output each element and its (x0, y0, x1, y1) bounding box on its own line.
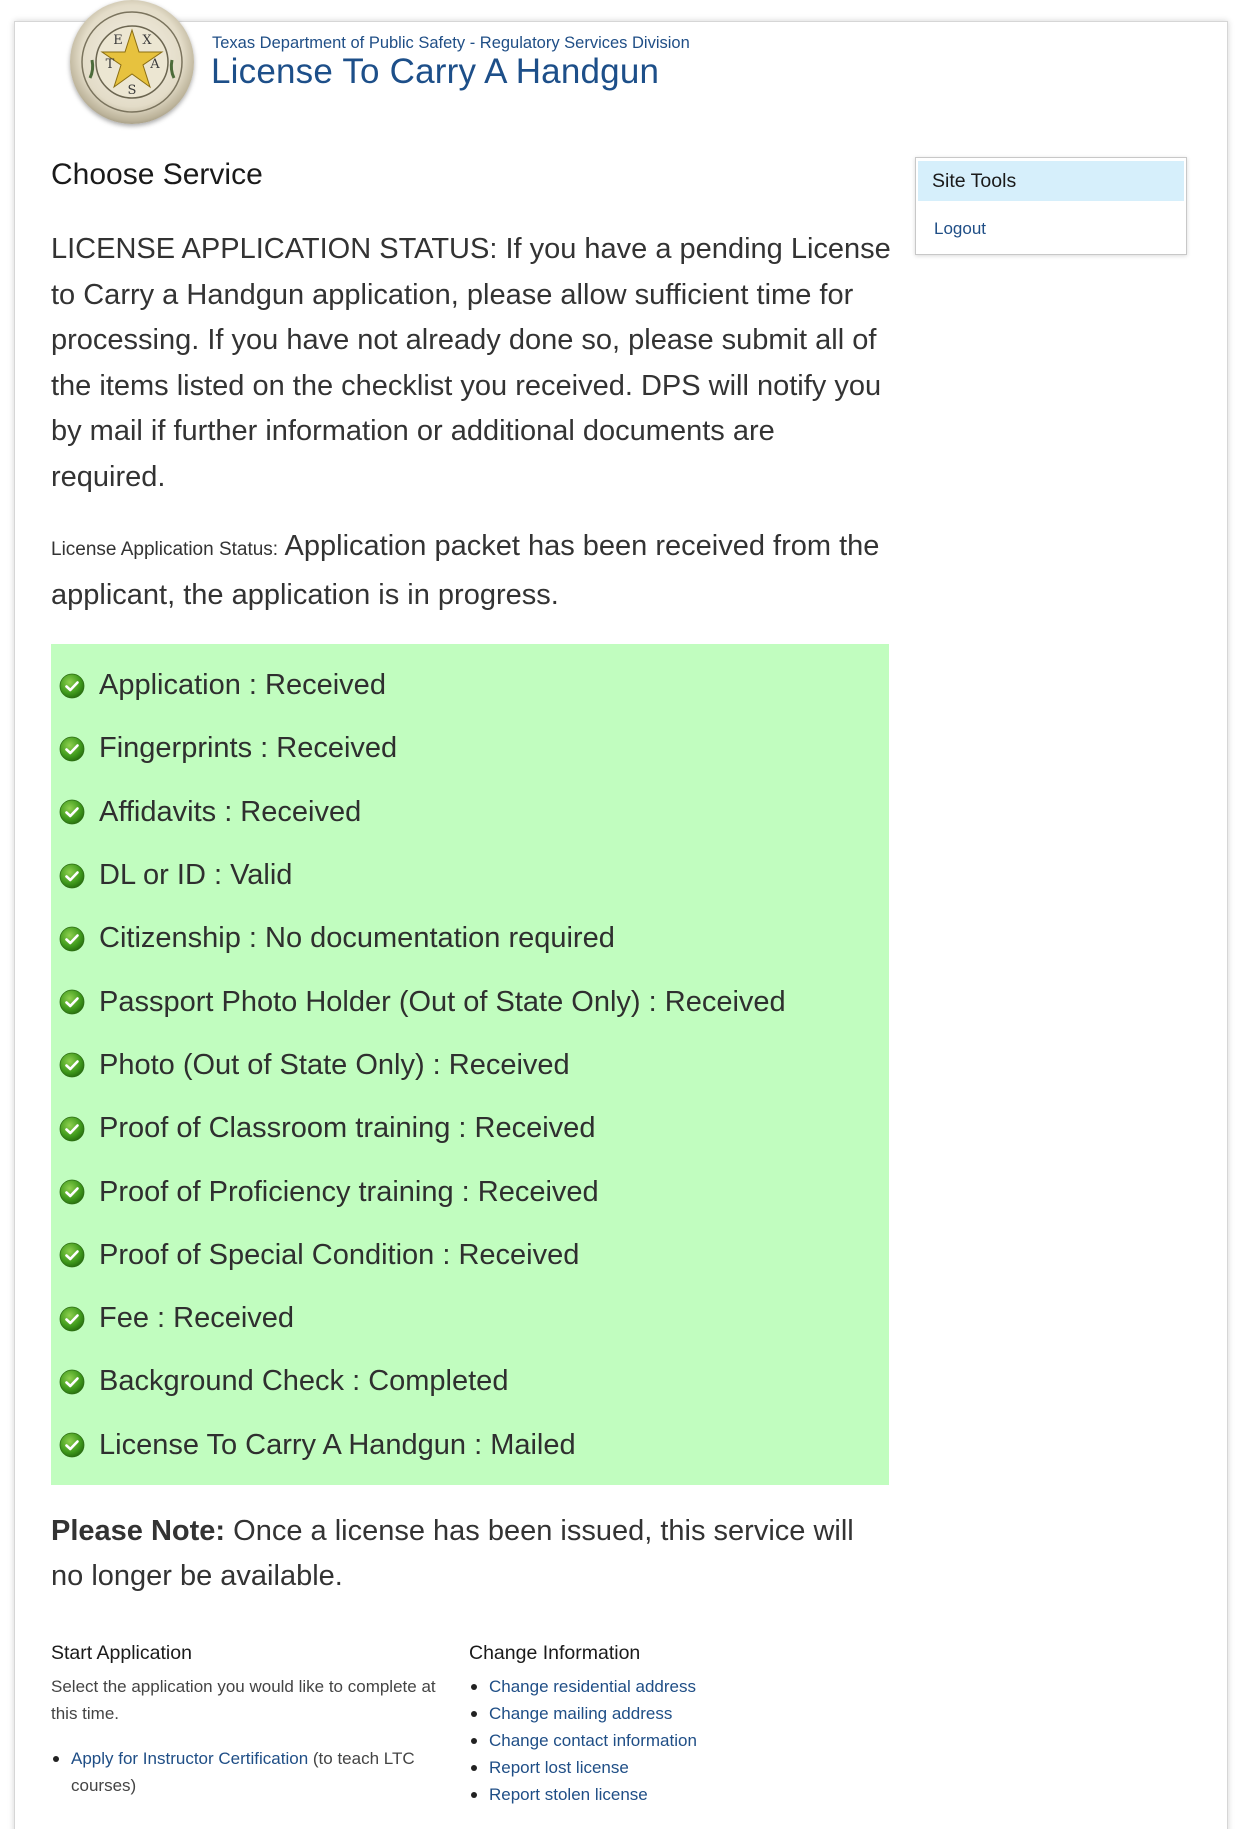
note-text: Once a license has been issued, this service will no longer be available. (51, 1514, 854, 1593)
start-application-column (51, 1642, 461, 1799)
checklist-item-label: License To Carry A Handgun : Mailed (99, 1428, 576, 1461)
list-item (469, 1754, 869, 1781)
logout-link[interactable]: Logout (934, 219, 986, 238)
site-tools-heading: Site Tools (918, 161, 1184, 201)
status-label: License Application Status: (51, 539, 279, 560)
checklist-item (51, 970, 889, 1033)
checklist-item (51, 717, 889, 780)
app-title: License To Carry A Handgun (211, 52, 660, 91)
list-item (469, 1673, 869, 1700)
check-circle-icon (59, 863, 85, 889)
page-title: Choose Service (51, 158, 263, 191)
list-item (469, 1781, 869, 1808)
report-lost-license-link[interactable]: Report lost license (489, 1758, 629, 1777)
check-circle-icon (59, 989, 85, 1015)
seal-letter: S (127, 83, 137, 98)
agency-name: Texas Department of Public Safety - Regulatory Services Division (212, 34, 690, 52)
seal-letter: A (150, 57, 160, 72)
checklist-item-label: Background Check : Completed (99, 1365, 509, 1398)
change-mailing-address-link[interactable]: Change mailing address (489, 1704, 673, 1723)
checklist-item (51, 1287, 889, 1350)
texas-dps-seal-icon (70, 0, 194, 124)
checklist-item-label: Passport Photo Holder (Out of State Only) : Received (99, 985, 786, 1018)
checklist-item-label: DL or ID : Valid (99, 859, 293, 892)
checklist-item-label: Photo (Out of State Only) : Received (99, 1048, 570, 1081)
check-circle-icon (59, 1369, 85, 1395)
list-item (51, 1745, 461, 1799)
note-label: Please Note: (51, 1514, 226, 1547)
check-circle-icon (59, 1306, 85, 1332)
status-checklist (51, 644, 889, 1485)
application-status (51, 524, 893, 618)
change-contact-information-link[interactable]: Change contact information (489, 1731, 697, 1750)
checklist-item-label: Citizenship : No documentation required (99, 922, 615, 955)
check-circle-icon (59, 1432, 85, 1458)
start-application-heading: Start Application (51, 1642, 192, 1664)
checklist-item-label: Fingerprints : Received (99, 732, 398, 765)
check-circle-icon (59, 799, 85, 825)
start-application-description: Select the application you would like to complete at this time. (51, 1677, 436, 1723)
site-tools-panel (915, 157, 1187, 255)
page-container (14, 21, 1228, 1829)
checklist-item (51, 1350, 889, 1413)
status-paragraph: LICENSE APPLICATION STATUS: If you have a pending License to Carry a Handgun application, please allow sufficient time for processing. If you have not already done so, please submit all of the items listed on the checklist you received. DPS will notify you by mail if further information or additional documents are required. (51, 233, 891, 493)
checklist-item-label: Application : Received (99, 669, 386, 702)
change-information-column (469, 1642, 869, 1808)
seal-letter: X (142, 33, 152, 48)
check-circle-icon (59, 673, 85, 699)
checklist-item (51, 1097, 889, 1160)
change-information-heading: Change Information (469, 1642, 641, 1664)
checklist-item (51, 1414, 889, 1477)
checklist-item (51, 1160, 889, 1223)
seal-letter: E (113, 33, 123, 48)
checklist-item-label: Proof of Classroom training : Received (99, 1112, 596, 1145)
apply-instructor-certification-link[interactable]: Apply for Instructor Certification (71, 1749, 309, 1768)
please-note (51, 1509, 893, 1600)
change-residential-address-link[interactable]: Change residential address (489, 1677, 696, 1696)
check-circle-icon (59, 1052, 85, 1078)
checklist-item-label: Proof of Special Condition : Received (99, 1238, 580, 1271)
checklist-item (51, 907, 889, 970)
list-item (469, 1727, 869, 1754)
checklist-item (51, 781, 889, 844)
checklist-item (51, 1224, 889, 1287)
link-suffix: (to teach LTC courses) (71, 1749, 415, 1795)
checklist-item (51, 1034, 889, 1097)
check-circle-icon (59, 736, 85, 762)
main-content (51, 158, 893, 1600)
checklist-item (51, 844, 889, 907)
check-circle-icon (59, 926, 85, 952)
checklist-item-label: Proof of Proficiency training : Received (99, 1175, 599, 1208)
list-item (469, 1700, 869, 1727)
status-value: Application packet has been received from the applicant, the application is in progress. (51, 530, 880, 611)
checklist-item-label: Affidavits : Received (99, 795, 362, 828)
check-circle-icon (59, 1242, 85, 1268)
report-stolen-license-link[interactable]: Report stolen license (489, 1785, 648, 1804)
seal-letter: T (105, 57, 115, 72)
checklist-item-label: Fee : Received (99, 1302, 295, 1335)
check-circle-icon (59, 1179, 85, 1205)
checklist-item (51, 654, 889, 717)
check-circle-icon (59, 1116, 85, 1142)
